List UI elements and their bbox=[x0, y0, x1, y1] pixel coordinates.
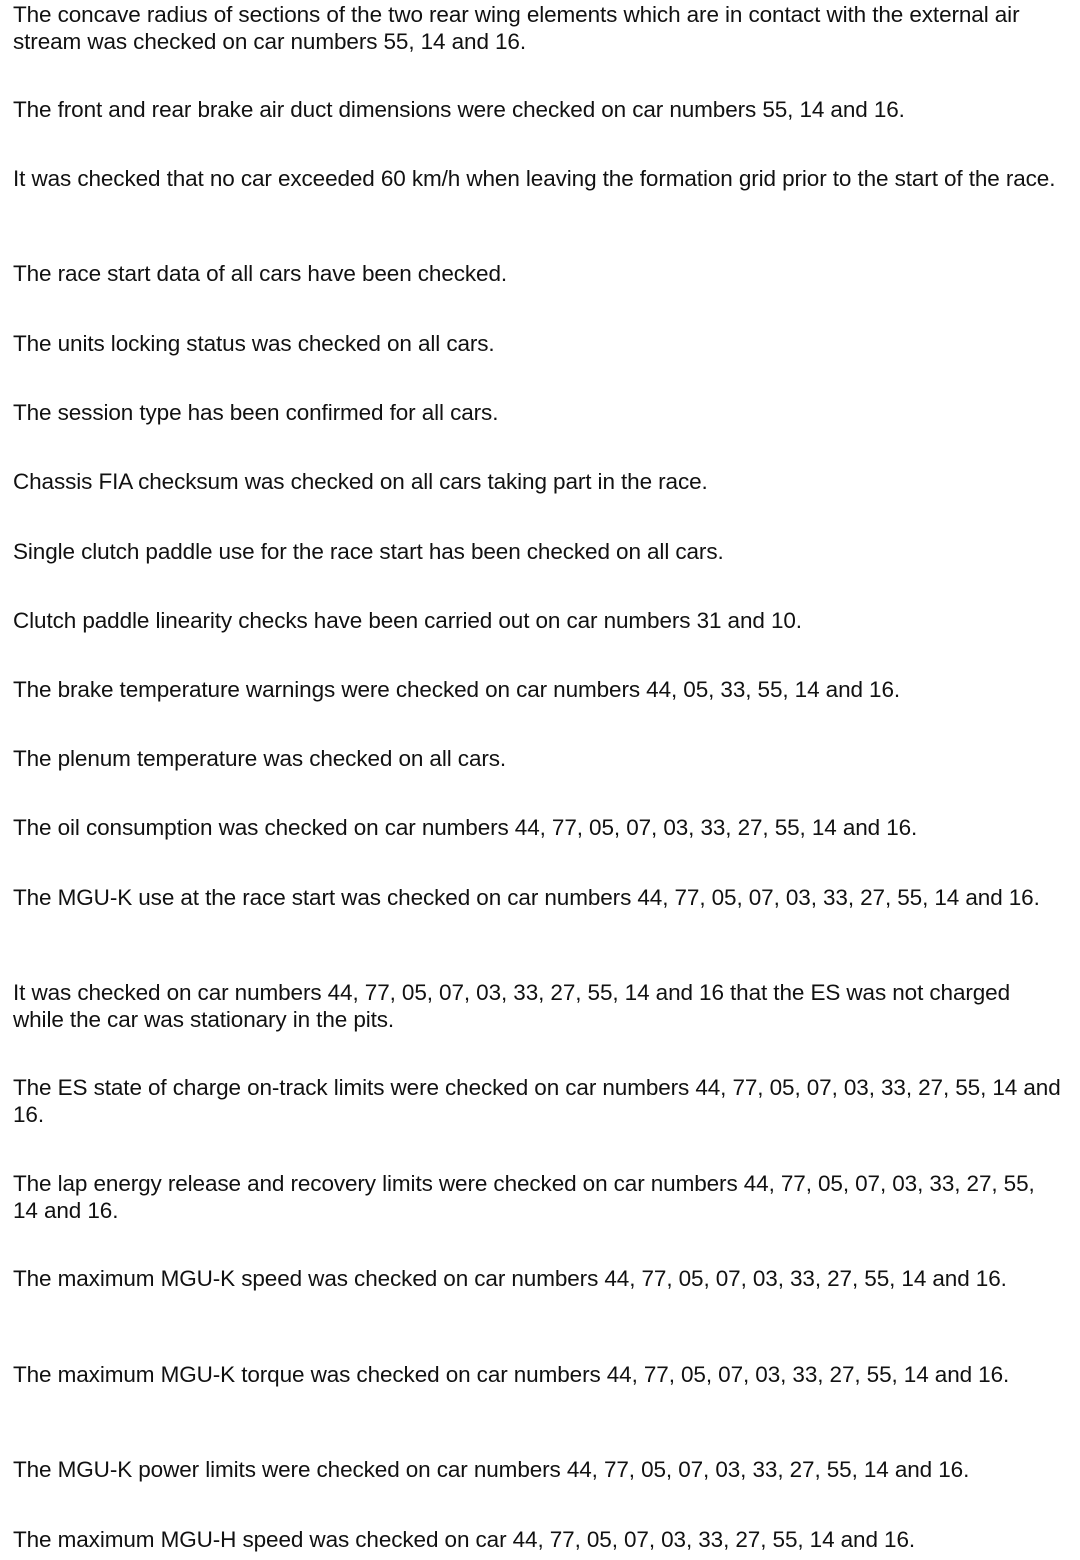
paragraph-mgu-k-torque: The maximum MGU-K torque was checked on car numbers 44, 77, 05, 07, 03, 33, 27, 55, 14 and 16. bbox=[13, 1362, 1010, 1387]
paragraph-oil-consumption: The oil consumption was checked on car numbers 44, 77, 05, 07, 03, 33, 27, 55, 14 and 16. bbox=[13, 815, 918, 840]
paragraph-mgu-k-race-start: The MGU-K use at the race start was checked on car numbers 44, 77, 05, 07, 03, 33, 27, 55, 14 and 16. bbox=[13, 885, 1040, 910]
paragraph-units-locking-status: The units locking status was checked on all cars. bbox=[13, 331, 495, 356]
paragraph-es-not-charged-pits: It was checked on car numbers 44, 77, 05, 07, 03, 33, 27, 55, 14 and 16 that the ES was not charged while the car was stationary in the pits. bbox=[13, 980, 1011, 1032]
paragraph-plenum-temperature: The plenum temperature was checked on all cars. bbox=[13, 746, 507, 771]
paragraph-single-clutch-paddle: Single clutch paddle use for the race start has been checked on all cars. bbox=[13, 539, 724, 564]
paragraph-lap-energy-limits: The lap energy release and recovery limits were checked on car numbers 44, 77, 05, 07, 03, 33, 27, 55, 14 and 16. bbox=[13, 1171, 1035, 1223]
paragraph-rear-wing-concave-radius: The concave radius of sections of the two rear wing elements which are in contact with the external air stream was checked on car numbers 55, 14 and 16. bbox=[13, 2, 1020, 54]
paragraph-mgu-h-speed: The maximum MGU-H speed was checked on car 44, 77, 05, 07, 03, 33, 27, 55, 14 and 16. bbox=[13, 1527, 916, 1552]
paragraph-chassis-checksum: Chassis FIA checksum was checked on all cars taking part in the race. bbox=[13, 469, 708, 494]
paragraph-brake-air-duct: The front and rear brake air duct dimensions were checked on car numbers 55, 14 and 16. bbox=[13, 97, 905, 122]
paragraph-session-type: The session type has been confirmed for all cars. bbox=[13, 400, 499, 425]
paragraph-race-start-data: The race start data of all cars have been checked. bbox=[13, 261, 508, 286]
paragraph-clutch-paddle-linearity: Clutch paddle linearity checks have been carried out on car numbers 31 and 10. bbox=[13, 608, 802, 633]
paragraph-es-state-of-charge: The ES state of charge on-track limits were checked on car numbers 44, 77, 05, 07, 03, 33, 27, 55, 14 and 16. bbox=[13, 1075, 1061, 1127]
paragraph-formation-grid-speed: It was checked that no car exceeded 60 km/h when leaving the formation grid prior to the start of the race. bbox=[13, 166, 1056, 191]
paragraph-brake-temperature-warnings: The brake temperature warnings were checked on car numbers 44, 05, 33, 55, 14 and 16. bbox=[13, 677, 901, 702]
paragraph-mgu-k-speed: The maximum MGU-K speed was checked on car numbers 44, 77, 05, 07, 03, 33, 27, 55, 14 and 16. bbox=[13, 1266, 1007, 1291]
paragraph-mgu-k-power: The MGU-K power limits were checked on car numbers 44, 77, 05, 07, 03, 33, 27, 55, 14 and 16. bbox=[13, 1457, 970, 1482]
